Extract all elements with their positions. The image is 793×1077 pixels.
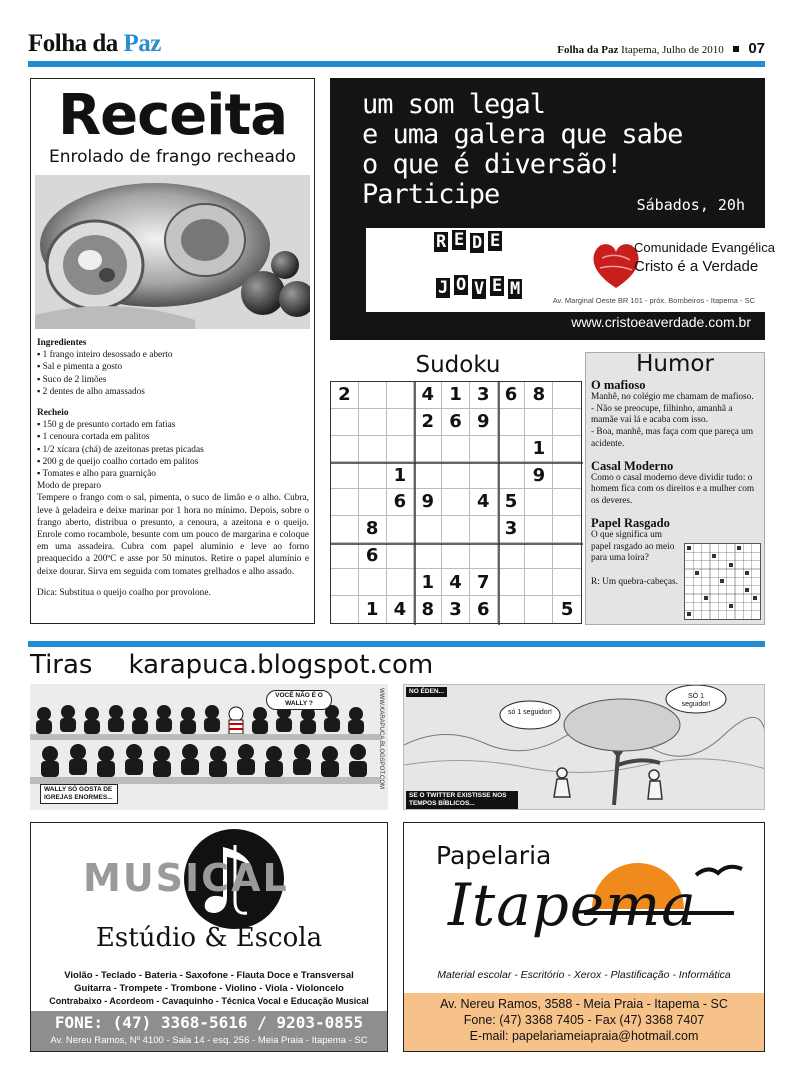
sudoku-cell: 1 (359, 596, 387, 623)
method-heading: Modo de preparo (37, 481, 102, 492)
sudoku-cell: 6 (359, 543, 387, 570)
joke-text: O que significa um papel rasgado ao meio para uma loira? R: Um quebra-cabeças. (591, 529, 678, 587)
torn-sudoku-icon (684, 543, 761, 620)
papelaria-address: Av. Nereu Ramos, 3588 - Meia Praia - Itapema - SC (440, 997, 728, 1011)
method-text: Tempere o frango com o sal, pimenta, o suco de limão e o alho. Cubra, leve à geladeira e deixe marinar por 1 hora no mínimo. Depois, sobre o frango aberto, distribua o presunto, a cenoura, a azeitona e o queijo. Enrole como rocambole, besunte com um pouco de margarina e coloque em uma assadeira. Cubra com papel alumínio e leve ao forno preaquecido a 200ºC e asse por 50 minutos. Retire o papel alumínio e deixe dourar. Sirva em seguida com tomates grelhados e alho assado. (37, 493, 309, 577)
church-name-1: Comunidade Evangélica (634, 240, 775, 255)
page-number: 07 (748, 40, 765, 57)
ad-papelaria (403, 822, 765, 1052)
sudoku-cell: 6 (387, 489, 415, 516)
recipe-text (37, 337, 309, 599)
sudoku-cell: 4 (387, 596, 415, 623)
strip2-top-caption: NO ÉDEN... (406, 687, 447, 697)
sudoku-cell: 8 (525, 382, 553, 409)
sudoku-cell: 9 (525, 462, 553, 489)
sudoku-cell: 2 (331, 382, 359, 409)
ingredient-item: ▪ 2 dentes de alho amassados (37, 386, 145, 397)
musical-address: Av. Nereu Ramos, Nº 4100 - Sala 14 - esq. 256 - Meia Praia - Itapema - SC (50, 1035, 368, 1046)
sudoku-cell: 8 (359, 516, 387, 543)
logo-letter: M (510, 279, 521, 299)
blog-link[interactable]: karapuca.blogspot.com (128, 650, 434, 680)
slogan-line: o que é diversão! (362, 149, 622, 180)
slogan-line: e uma galera que sabe (362, 119, 683, 150)
logo-letter: D (472, 233, 483, 253)
masthead (28, 30, 161, 58)
musical-service-line: Violão - Teclado - Bateria - Saxofone - Flauta Doce e Transversal (64, 970, 354, 981)
humor-box (585, 352, 765, 625)
joke-text: Como o casal moderno deve dividir tudo: o homem fica com os direitos e a mulher com os deveres. (591, 472, 755, 507)
masthead-paz: Paz (123, 30, 161, 57)
recipe-tip: Dica: Substitua o queijo coalho por provolone. (37, 587, 211, 598)
ad-slogan (362, 90, 682, 210)
slogan-line: um som legal (362, 89, 546, 120)
logo-letter: E (454, 230, 465, 250)
sudoku-cell: 6 (442, 409, 470, 436)
filling-item: ▪ Tomates e alho para guarnição (37, 469, 156, 480)
sudoku-cell: 1 (442, 382, 470, 409)
papelaria-services: Material escolar - Escritório - Xerox - Plastificação - Informática (437, 969, 731, 981)
musical-service-line: Contrabaixo - Acordeom - Cavaquinho - Técnica Vocal e Educação Musical (49, 996, 369, 1006)
papelaria-brand: Itapema (448, 871, 697, 939)
ingredient-item: ▪ 1 frango inteiro desossado e aberto (37, 350, 173, 361)
comic-strip-eden (403, 684, 765, 810)
logo-letter: E (490, 231, 501, 251)
sudoku-cell: 6 (498, 382, 526, 409)
musical-logo-text: MUSICAL (83, 856, 289, 900)
musical-service-line: Guitarra - Trompete - Trombone - Violino - Viola - Violoncelo (74, 983, 344, 994)
musical-contact-bar (31, 1011, 387, 1052)
filling-item: ▪ 200 g de queijo coalho cortado em palitos (37, 456, 199, 467)
sudoku-title: Sudoku (415, 352, 501, 378)
joke-title: Papel Rasgado (591, 515, 670, 530)
sudoku-cell: 4 (414, 382, 442, 409)
sudoku-cell: 4 (470, 489, 498, 516)
humor-title: Humor (636, 351, 714, 377)
papelaria-title: Papelaria (436, 841, 552, 870)
sudoku-cell: 9 (470, 409, 498, 436)
sudoku-cell: 3 (498, 516, 526, 543)
ad-rede-jovem (330, 78, 775, 340)
musical-phone[interactable]: FONE: (47) 3368-5616 / 9203-0855 (54, 1013, 364, 1032)
ad-logo-panel (366, 228, 775, 312)
header-divider (28, 61, 765, 67)
masthead-folha: Folha da (28, 30, 124, 57)
tiras-heading (30, 650, 433, 680)
sudoku-cell: 8 (414, 596, 442, 623)
musical-subtitle: Estúdio & Escola (95, 923, 323, 953)
joke-text: Manhê, no colégio me chamam de mafioso. - Não se preocupe, filhinho, amanhã a mamãe vai lá e acaba com isso. - Boa, manhê, mas faça com que pareça um acidente. (591, 391, 754, 449)
sudoku-cell: 1 (525, 436, 553, 463)
sudoku-cell: 7 (470, 569, 498, 596)
strip2-bubble-1: só 1 seguidor! (508, 709, 552, 716)
logo-letter: E (492, 276, 503, 296)
ingredients-heading: Ingredientes (37, 338, 87, 348)
ad-musical (30, 822, 388, 1052)
strip1-credit: WWW.KARAPUCA.BLOGSPOT.COM (378, 688, 384, 790)
church-url[interactable]: www.cristoeaverdade.com.br (571, 314, 751, 330)
ingredient-item: ▪ Suco de 2 limões (37, 374, 107, 385)
sudoku-cell: 5 (560, 599, 574, 621)
logo-letter: J (438, 278, 449, 298)
issue-date: Itapema, Julho de 2010 (621, 44, 724, 56)
slogan-line: Participe (362, 179, 500, 210)
recipe-title: Receita (57, 83, 288, 148)
section-divider (28, 641, 765, 647)
filling-heading: Recheio (37, 408, 69, 419)
recipe-subtitle: Enrolado de frango recheado (49, 147, 296, 167)
papelaria-email[interactable]: E-mail: papelariameiapraia@hotmail.com (469, 1029, 699, 1043)
ad-schedule: Sábados, 20h (636, 196, 745, 214)
sudoku-cell: 3 (442, 596, 470, 623)
church-address: Av. Marginal Oeste BR 101 - próx. Bombeiros - Itapema - SC (552, 296, 755, 305)
sudoku-cell: 3 (470, 382, 498, 409)
strip1-speech-bubble: VOCÊ NÃO É O WALLY ? (266, 690, 332, 710)
strip2-caption: SE O TWITTER EXISTISSE NOS TEMPOS BÍBLICOS... (406, 791, 518, 809)
paper-name: Folha da Paz (557, 44, 619, 56)
bullet-square (733, 46, 739, 52)
comic-strip-wally (30, 684, 388, 810)
sudoku-box-lines (331, 382, 583, 625)
logo-letter: V (474, 279, 485, 299)
filling-item: ▪ 1/2 xícara (chá) de azeitonas pretas picadas (37, 444, 204, 455)
papelaria-phone[interactable]: Fone: (47) 3368 7405 - Fax (47) 3368 7407 (463, 1013, 705, 1027)
papelaria-contact-bar (404, 993, 764, 1052)
recipe-box (30, 78, 315, 624)
sudoku-cell: 2 (414, 409, 442, 436)
tiras-label: Tiras (30, 650, 93, 680)
strip2-bubble-2: SÓ 1 seguidor! (681, 693, 711, 708)
church-name-2: Cristo é a Verdade (634, 258, 759, 275)
sudoku-cell: 5 (498, 489, 526, 516)
joke-title: Casal Moderno (591, 458, 674, 473)
sudoku-cell: 1 (387, 462, 415, 489)
musical-services (31, 969, 387, 1008)
filling-item: ▪ 150 g de presunto cortado em fatias (37, 420, 176, 431)
sudoku-cell: 9 (414, 489, 442, 516)
issue-info (557, 40, 765, 57)
sudoku-cell: 1 (414, 569, 442, 596)
sudoku-board (330, 381, 582, 624)
recipe-photo (35, 175, 310, 329)
filling-item: ▪ 1 cenoura cortada em palitos (37, 432, 150, 443)
logo-letter: R (436, 232, 447, 252)
strip1-caption: WALLY SÓ GOSTA DE IGREJAS ENORMES... (40, 784, 118, 804)
logo-letter: O (456, 275, 467, 295)
sudoku-cell: 4 (442, 569, 470, 596)
sudoku-cell: 6 (470, 596, 498, 623)
ingredient-item: ▪ Sal e pimenta a gosto (37, 362, 123, 373)
joke-title: O mafioso (591, 378, 646, 392)
